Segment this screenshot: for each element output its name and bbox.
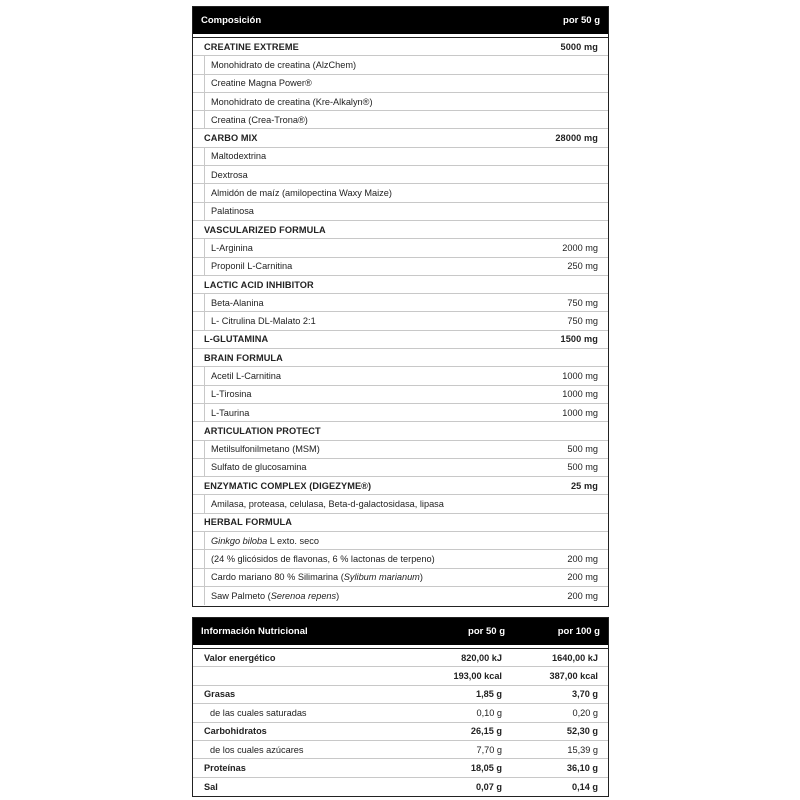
ingredient-amount: 2000 mg: [562, 242, 598, 253]
item-cell: [204, 367, 608, 384]
item-cell: [204, 75, 608, 92]
ingredient-amount: 1000 mg: [562, 407, 598, 418]
nutrition-row: [193, 667, 608, 685]
ingredient-name: L-Arginina: [211, 242, 253, 253]
value-per-50g: 820,00 kJ: [461, 652, 502, 663]
value-per-100g: 0,14 g: [571, 781, 598, 792]
ingredient-name: HERBAL FORMULA: [204, 517, 292, 528]
ingredient-amount: 200 mg: [567, 591, 598, 602]
value-per-50g: 193,00 kcal: [453, 671, 502, 682]
ingredient-amount: 25 mg: [570, 480, 598, 491]
value-per-50g: 0,10 g: [476, 707, 502, 718]
composition-item-row: [193, 148, 608, 166]
composition-group-row: [193, 349, 608, 367]
value-per-100g: 0,20 g: [572, 707, 598, 718]
item-cell: [204, 56, 608, 73]
ingredient-name: ARTICULATION PROTECT: [204, 425, 321, 436]
composition-table: [192, 6, 609, 607]
ingredient-name: Sulfato de glucosamina: [211, 462, 307, 473]
ingredient-name-suffix: ): [419, 572, 423, 583]
item-cell: [204, 495, 608, 512]
composition-item-row: [193, 93, 608, 111]
item-cell: [204, 111, 608, 128]
composition-item-row: [193, 166, 608, 184]
composition-group-row: [193, 276, 608, 294]
nutrient-name: Carbohidratos: [204, 726, 267, 737]
ingredient-amount: 28000 mg: [555, 133, 598, 144]
ingredient-name: L-GLUTAMINA: [204, 334, 269, 345]
item-cell: [204, 258, 608, 275]
ingredient-amount: 200 mg: [567, 553, 598, 564]
value-per-50g: 26,15 g: [470, 726, 502, 737]
ingredient-name: (24 % glicósidos de flavonas, 6 % lactonas de terpeno): [211, 553, 435, 564]
item-cell: [204, 587, 608, 605]
nutrition-header-per50: por 50 g: [468, 626, 505, 637]
composition-item-row: [193, 258, 608, 276]
ingredient-name: CARBO MIX: [204, 133, 258, 144]
composition-item-row: [193, 111, 608, 129]
composition-group-row: [193, 331, 608, 349]
ingredient-name: ENZYMATIC COMPLEX (DIGEZYME®): [204, 480, 372, 491]
ingredient-amount: 200 mg: [567, 572, 598, 583]
ingredient-amount: 1500 mg: [560, 334, 598, 345]
ingredient-name: Acetil L-Carnitina: [211, 370, 281, 381]
composition-group-row: [193, 38, 608, 56]
ingredient-name: VASCULARIZED FORMULA: [204, 224, 326, 235]
composition-item-row: [193, 532, 608, 550]
item-cell: [204, 239, 608, 256]
ingredient-name: Maltodextrina: [211, 151, 267, 162]
ingredient-name-prefix: Cardo mariano 80 % Silimarina (: [211, 572, 344, 583]
value-per-100g: 15,39 g: [567, 744, 598, 755]
nutrient-name: Valor energético: [204, 652, 276, 663]
ingredient-amount: 500 mg: [567, 462, 598, 473]
nutrition-rows: [193, 649, 608, 796]
ingredient-name: L-Taurina: [211, 407, 250, 418]
nutrition-row: [193, 686, 608, 704]
ingredient-amount: 1000 mg: [562, 389, 598, 400]
item-cell: [204, 184, 608, 201]
composition-rows: [193, 38, 608, 605]
ingredient-name: Monohidrato de creatina (Kre-Alkalyn®): [211, 96, 373, 107]
ingredient-latin-name: Sylibum marianum: [343, 572, 420, 583]
composition-item-row: [193, 569, 608, 587]
nutrient-name: Proteínas: [204, 763, 246, 774]
item-cell: [204, 294, 608, 311]
ingredient-name: Beta-Alanina: [211, 297, 264, 308]
value-per-100g: 1640,00 kJ: [552, 652, 598, 663]
ingredient-name: LACTIC ACID INHIBITOR: [204, 279, 314, 290]
nutrition-row: [193, 704, 608, 722]
item-cell: [204, 312, 608, 329]
nutrition-header-per100: por 100 g: [557, 626, 600, 637]
ingredient-name: [211, 536, 598, 546]
ingredient-name-suffix: ): [336, 591, 340, 602]
ingredient-name: Amilasa, proteasa, celulasa, Beta-d-galactosidasa, lipasa: [211, 499, 444, 510]
composition-header-per: por 50 g: [563, 15, 600, 26]
ingredient-name: CREATINE EXTREME: [204, 41, 299, 52]
ingredient-name: Metilsulfonilmetano (MSM): [211, 444, 320, 455]
ingredient-name-prefix: Saw Palmeto (: [211, 591, 271, 602]
nutrition-row: [193, 649, 608, 667]
nutrition-row: [193, 778, 608, 796]
ingredient-name-suffix: L exto. seco: [267, 535, 319, 546]
value-per-50g: 1,85 g: [475, 689, 502, 700]
nutrient-name: de los cuales azúcares: [210, 744, 304, 755]
nutrition-table: [192, 617, 609, 797]
item-cell: [204, 166, 608, 183]
nutrient-name: Grasas: [204, 689, 236, 700]
item-cell: [204, 93, 608, 110]
item-cell: [204, 148, 608, 165]
ingredient-name: Almidón de maíz (amilopectina Waxy Maize): [211, 188, 392, 199]
ingredient-name: L-Tirosina: [211, 389, 252, 400]
composition-item-row: [193, 404, 608, 422]
item-cell: [204, 459, 608, 476]
composition-item-row: [193, 441, 608, 459]
ingredient-amount: 250 mg: [567, 261, 598, 272]
value-per-50g: 18,05 g: [470, 763, 502, 774]
value-per-100g: 52,30 g: [566, 726, 598, 737]
item-cell: [204, 386, 608, 403]
nutrient-name: Sal: [204, 781, 218, 792]
nutrient-name: de las cuales saturadas: [210, 707, 307, 718]
ingredient-name: [211, 572, 567, 582]
item-cell: [204, 550, 608, 567]
composition-item-row: [193, 203, 608, 221]
ingredient-amount: 5000 mg: [560, 41, 598, 52]
item-cell: [204, 203, 608, 220]
composition-group-row: [193, 477, 608, 495]
ingredient-name: Dextrosa: [211, 169, 248, 180]
ingredient-name: Creatina (Crea-Trona®): [211, 114, 308, 125]
item-cell: [204, 569, 608, 586]
composition-item-row: [193, 294, 608, 312]
ingredient-name: Proponil L-Carnitina: [211, 261, 293, 272]
ingredient-amount: 1000 mg: [562, 370, 598, 381]
composition-group-row: [193, 514, 608, 532]
ingredient-latin-name: Serenoa repens: [270, 591, 337, 602]
composition-item-row: [193, 587, 608, 605]
value-per-100g: 36,10 g: [566, 763, 598, 774]
composition-item-row: [193, 459, 608, 477]
composition-item-row: [193, 75, 608, 93]
ingredient-name: [211, 591, 567, 601]
value-per-100g: 3,70 g: [571, 689, 598, 700]
value-per-100g: 387,00 kcal: [549, 671, 598, 682]
ingredient-latin-name: Ginkgo biloba: [211, 535, 268, 546]
ingredient-name: L- Citrulina DL-Malato 2:1: [211, 316, 316, 327]
composition-header-label: Composición: [201, 15, 262, 26]
ingredient-name: Monohidrato de creatina (AlzChem): [211, 59, 357, 70]
composition-item-row: [193, 239, 608, 257]
nutrition-header-label: Información Nutricional: [201, 626, 308, 637]
composition-item-row: [193, 550, 608, 568]
nutrition-row: [193, 759, 608, 777]
ingredient-name: BRAIN FORMULA: [204, 352, 283, 363]
value-per-50g: 7,70 g: [476, 744, 502, 755]
composition-item-row: [193, 312, 608, 330]
composition-item-row: [193, 184, 608, 202]
ingredient-amount: 750 mg: [567, 297, 598, 308]
composition-group-row: [193, 129, 608, 147]
composition-item-row: [193, 56, 608, 74]
value-per-50g: 0,07 g: [475, 781, 502, 792]
composition-group-row: [193, 221, 608, 239]
ingredient-name: Palatinosa: [211, 206, 254, 217]
ingredient-name: Creatine Magna Power®: [211, 78, 312, 89]
ingredient-amount: 750 mg: [567, 316, 598, 327]
nutrition-row: [193, 723, 608, 741]
item-cell: [204, 441, 608, 458]
ingredient-amount: 500 mg: [567, 444, 598, 455]
composition-group-row: [193, 422, 608, 440]
nutrition-header: [193, 618, 608, 645]
item-cell: [204, 404, 608, 421]
item-cell: [204, 532, 608, 549]
composition-item-row: [193, 495, 608, 513]
composition-header: [193, 7, 608, 34]
nutrition-row: [193, 741, 608, 759]
composition-item-row: [193, 367, 608, 385]
composition-item-row: [193, 386, 608, 404]
